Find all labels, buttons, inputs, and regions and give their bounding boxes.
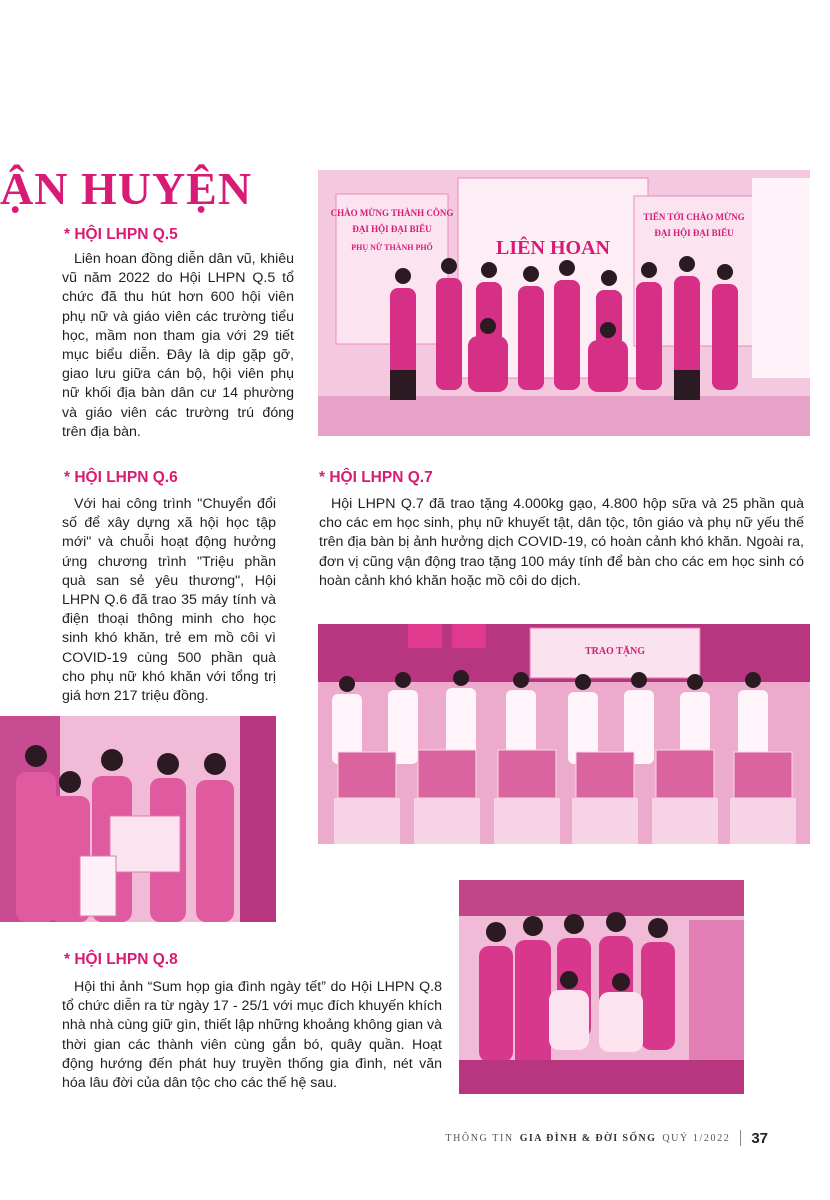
page-title: ẬN HUYỆN [0,163,253,214]
section-body-q7: Hội LHPN Q.7 đã trao tặng 4.000kg gạo, 4.800 hộp sữa và 25 phần quà cho các em học sinh, phụ nữ khuyết tật, dân tộc, tôn giáo và phụ nữ yếu thế trên địa bàn bị ảnh hưởng dịch COVID-19, có hoàn cảnh khó khăn. Ngoài ra, đơn vị cũng vận động trao tặng 100 máy tính để bàn cho các em học sinh có hoàn cảnh khó khăn hoặc mồ côi do dịch. [319,496,804,589]
section-heading-q6: * HỘI LHPN Q.6 [64,469,178,486]
section-heading-q7: * HỘI LHPN Q.7 [319,469,433,486]
svg-text:CHÀO MỪNG THÀNH CÔNG: CHÀO MỪNG THÀNH CÔNG [330,208,454,218]
svg-text:ĐẠI HỘI ĐẠI BIỂU: ĐẠI HỘI ĐẠI BIỂU [654,228,734,238]
footer-divider [740,1130,741,1146]
footer-issue: QUÝ 1/2022 [662,1132,731,1144]
section-heading-q5: * HỘI LHPN Q.5 [64,226,178,243]
section-body-q8: Hội thi ảnh “Sum họp gia đình ngày tết” do Hội LHPN Q.8 tổ chức diễn ra từ ngày 17 - 25/1 với mục đích khuyến khích nhà nhà cùng giữ gìn, thiết lập những khoảng không gian và thời gian các thành viên cùng gắn bó, quây quần. Hoạt động hướng đến phát huy truyền thống gia đình, nét văn hóa lâu đời của dân tộc cho các thế hệ sau. [62,979,442,1092]
footer-prefix: THÔNG TIN [445,1132,514,1144]
photo-q7-banner-text: TRAO TẶNG [584,646,646,657]
photo-gift-presentation [0,716,276,922]
page-footer [445,1128,768,1148]
svg-text:TIẾN TỚI CHÀO MỪNG: TIẾN TỚI CHÀO MỪNG [643,212,745,222]
photo-dance-performance [318,170,810,436]
photo-q5-banner-text: LIÊN HOAN [496,237,610,259]
section-body-q5: Liên hoan đồng diễn dân vũ, khiêu vũ năm 2022 do Hội LHPN Q.5 tổ chức đã thu hút hơn 600 hội viên phụ nữ và giáo viên các trường tiểu học, mầm non tham gia với 29 tiết mục biểu diễn. Đây là dịp gặp gỡ, giao lưu giữa cán bộ, hội viên phụ nữ khối địa bàn dân cư 14 phường và giáo viên các trường trú đóng trên địa bàn. [62,251,294,440]
page-number: 37 [751,1129,768,1147]
photo-family-gathering [459,880,744,1094]
footer-brand: GIA ĐÌNH & ĐỜI SỐNG [519,1132,657,1144]
svg-text:PHỤ NỮ THÀNH PHỐ: PHỤ NỮ THÀNH PHỐ [351,243,433,252]
svg-text:ĐẠI HỘI ĐẠI BIỂU: ĐẠI HỘI ĐẠI BIỂU [352,224,432,234]
photo-donation-ceremony [318,624,810,844]
section-body-q6: Với hai công trình "Chuyển đổi số để xây dựng xã hội học tập mới" và chuỗi hoạt động hưởng ứng chương trình "Triệu phần quà san sẻ yêu thương", Hội LHPN Q.6 đã trao 35 máy tính và điện thoại thông minh cho học sinh khó khăn, trẻ em mồ côi vì COVID-19 cùng 500 phần quà cho phụ nữ khó khăn với tổng trị giá hơn 217 triệu đồng. [62,496,276,705]
section-heading-q8: * HỘI LHPN Q.8 [64,951,178,968]
